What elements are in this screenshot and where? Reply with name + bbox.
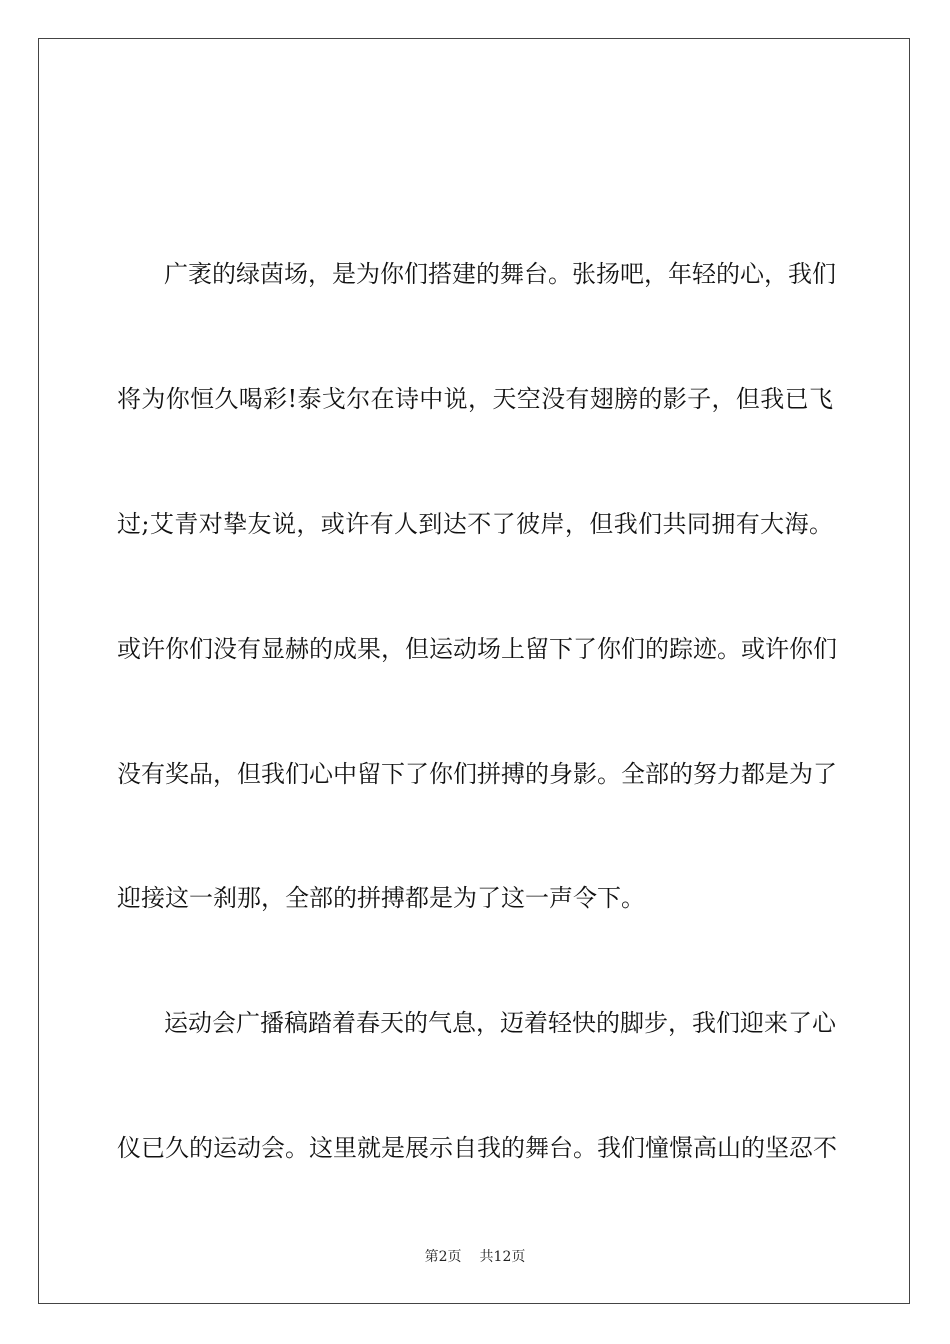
page-number: 第2页 [424,1249,462,1265]
page-frame [38,38,910,1304]
paragraph-line: 没有奖品，但我们心中留下了你们拼搏的身影。全部的努力都是为了 [117,760,837,788]
paragraph-line: 仪已久的运动会。这里就是展示自我的舞台。我们憧憬高山的坚忍不 [117,1134,837,1162]
paragraph-line: 或许你们没有显赫的成果，但运动场上留下了你们的踪迹。或许你们 [117,635,837,663]
paragraph-line: 过;艾青对挚友说，或许有人到达不了彼岸，但我们共同拥有大海。 [117,510,833,538]
page-total: 共12页 [479,1249,526,1265]
paragraph-line: 运动会广播稿踏着春天的气息，迈着轻快的脚步，我们迎来了心 [164,1009,836,1037]
paragraph-line: 迎接这一刹那，全部的拼搏都是为了这一声令下。 [117,884,645,912]
paragraph-line: 广袤的绿茵场，是为你们搭建的舞台。张扬吧，年轻的心，我们 [164,260,836,288]
page-footer [0,1246,950,1266]
paragraph-line: 将为你恒久喝彩!泰戈尔在诗中说，天空没有翅膀的影子，但我已飞 [117,385,833,413]
